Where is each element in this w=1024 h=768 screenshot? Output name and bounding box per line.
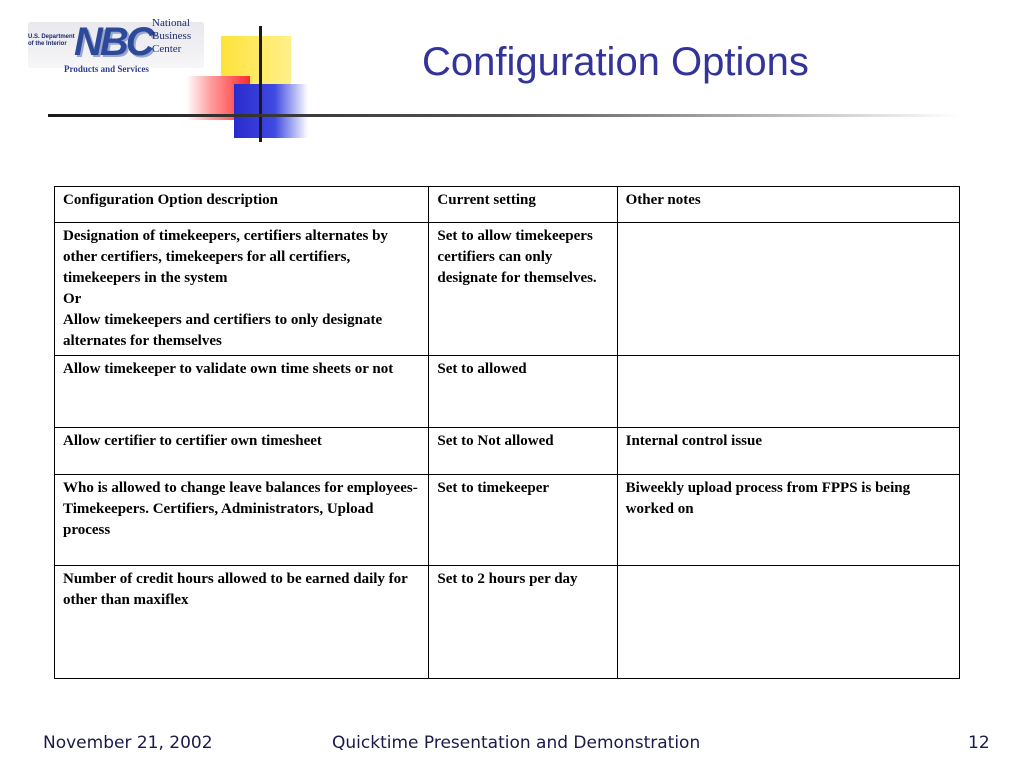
row-description: Who is allowed to change leave balances for employees- Timekeepers. Certifiers, Administrators, Upload process [55,475,429,566]
table-header-row [55,187,960,223]
row-notes [617,223,959,356]
row-notes: Internal control issue [617,428,959,475]
row-notes [617,566,959,679]
nbc-logo [26,16,206,80]
decorative-blue-square [234,84,308,138]
configuration-table [54,186,960,679]
slide-title: Configuration Options [422,40,809,84]
row-notes [617,356,959,428]
row-notes: Biweekly upload process from FPPS is being worked on [617,475,959,566]
logo-name-text: National Business Center [152,17,192,55]
logo-tagline: Products and Services [64,64,149,74]
row-description: Allow timekeeper to validate own time sheets or not [55,356,429,428]
table-row [55,475,960,566]
decorative-vertical-line [259,26,262,142]
footer-presentation-title: Quicktime Presentation and Demonstration [332,733,701,753]
footer-page-number: 12 [968,733,990,753]
row-description: Designation of timekeepers, certifiers alternates by other certifiers, timekeepers for all certifiers, timekeepers in the system Or Allow timekeepers and certifiers to only designate alternates for themselves [55,223,429,356]
logo-dept-text: U.S. Department of the Interior [28,34,75,47]
table-row [55,566,960,679]
table-row [55,356,960,428]
header-description: Configuration Option description [55,187,429,223]
row-setting: Set to 2 hours per day [429,566,617,679]
row-setting: Set to allowed [429,356,617,428]
logo-mark: NBC [74,20,152,64]
footer-date: November 21, 2002 [43,733,213,753]
row-description: Number of credit hours allowed to be earned daily for other than maxiflex [55,566,429,679]
table-row [55,223,960,356]
row-setting: Set to allow timekeepers certifiers can only designate for themselves. [429,223,617,356]
title-underline [48,114,960,117]
row-setting: Set to Not allowed [429,428,617,475]
table-row [55,428,960,475]
row-description: Allow certifier to certifier own timesheet [55,428,429,475]
header-other-notes: Other notes [617,187,959,223]
row-setting: Set to timekeeper [429,475,617,566]
header-current-setting: Current setting [429,187,617,223]
